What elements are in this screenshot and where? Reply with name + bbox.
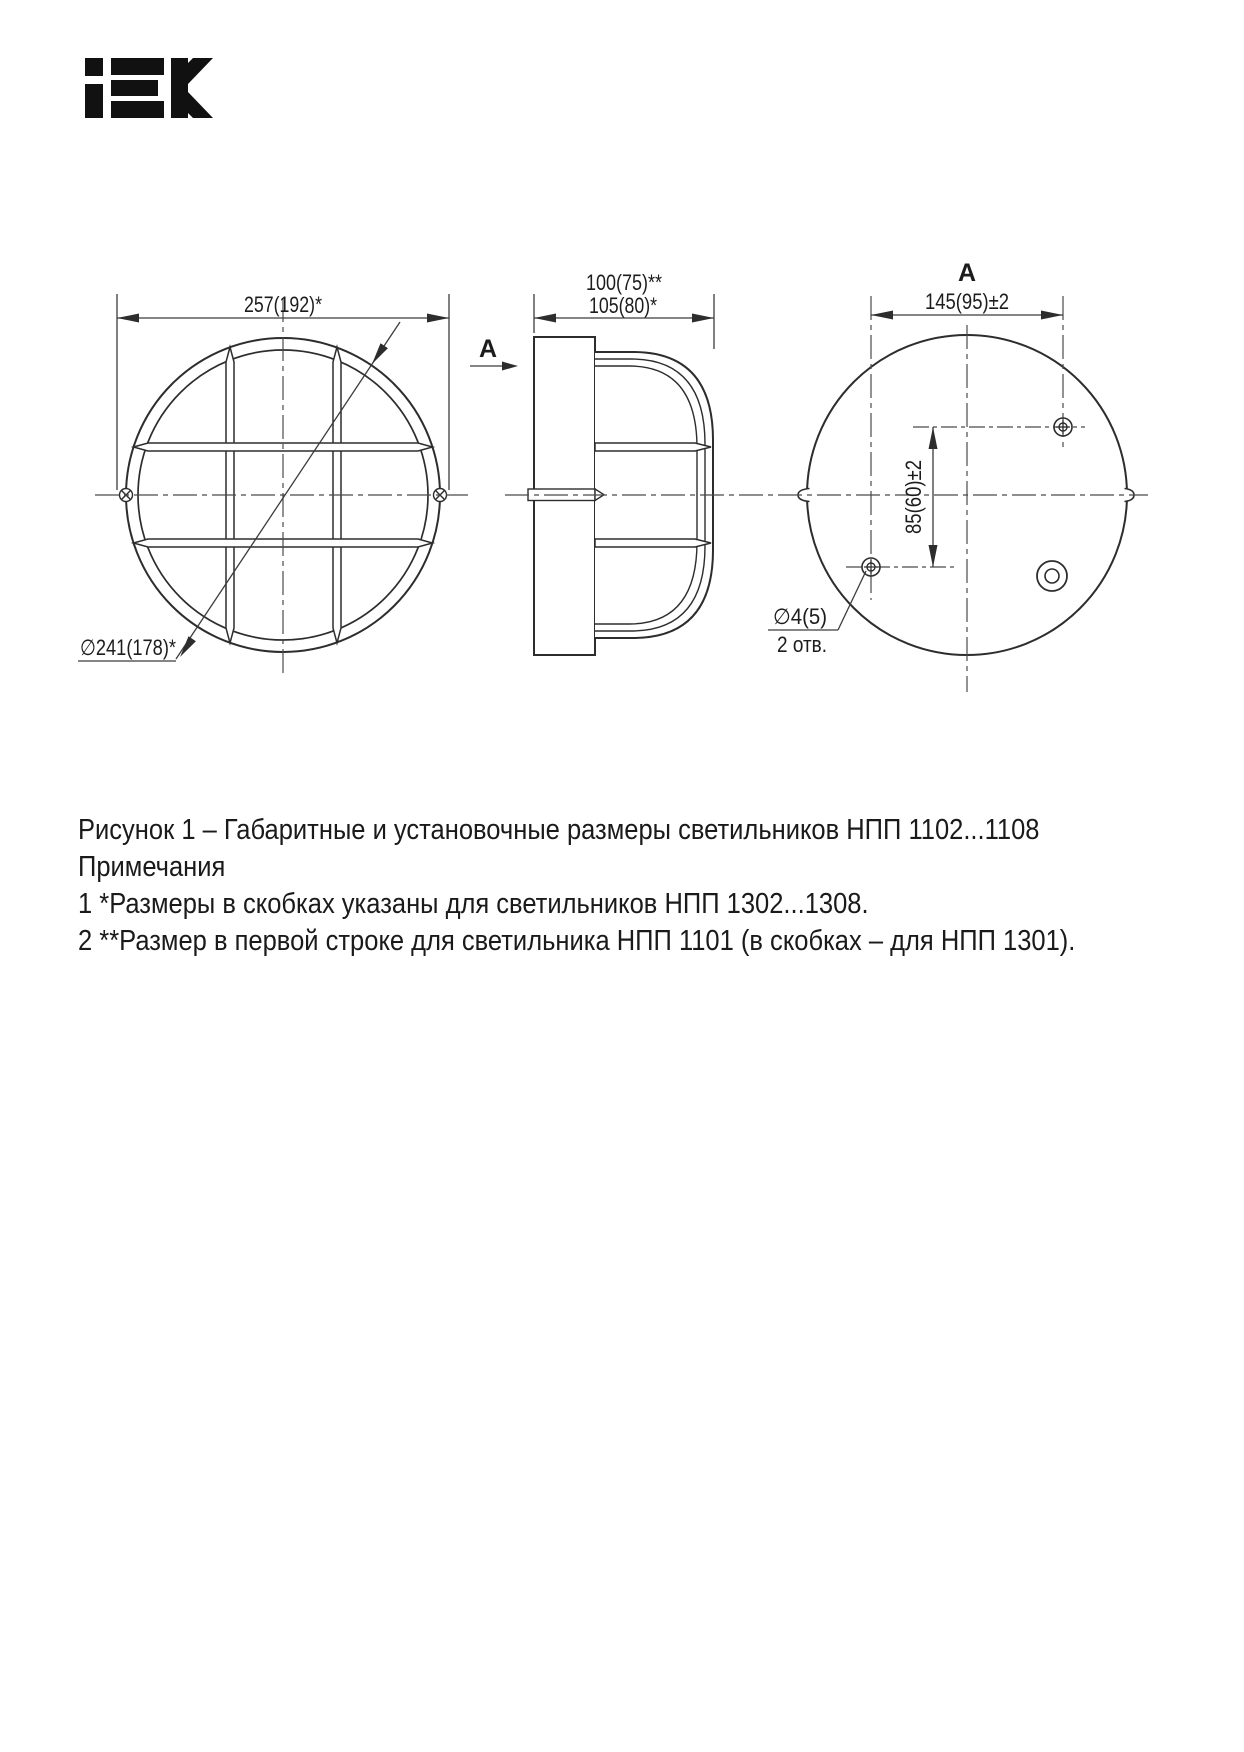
rear-holes-pitch-dim-label: 85(60)±2 (901, 446, 926, 534)
notes-heading: Примечания (78, 851, 226, 883)
technical-drawing (0, 0, 1244, 780)
side-depth-dim-top-label: 100(75)** (586, 270, 663, 295)
hole-diameter-label: ∅4(5) (773, 604, 827, 629)
hole-count-label: 2 отв. (777, 632, 827, 657)
side-view-drawing (528, 337, 713, 655)
note-1: 1 *Размеры в скобках указаны для светильников НПП 1302...1308. (78, 888, 869, 920)
rear-view-label: A (957, 259, 977, 287)
front-width-dim-label: 257(192)* (244, 292, 323, 317)
iek-logo (85, 58, 213, 118)
figure-caption (78, 812, 1076, 960)
cable-entry (1037, 561, 1067, 591)
figure-title: Рисунок 1 – Габаритные и установочные размеры светильников НПП 1102...1108 (78, 814, 1040, 846)
side-depth-dim-bottom-label: 105(80)* (589, 293, 658, 318)
rear-holes-span-dim-label: 145(95)±2 (925, 289, 1009, 314)
note-2: 2 **Размер в первой строке для светильника НПП 1101 (в скобках – для НПП 1301). (78, 925, 1076, 957)
section-label: A (478, 335, 498, 363)
mounting-hole-icon (1054, 418, 1072, 436)
front-diameter-label: ∅241(178)* (80, 635, 177, 660)
